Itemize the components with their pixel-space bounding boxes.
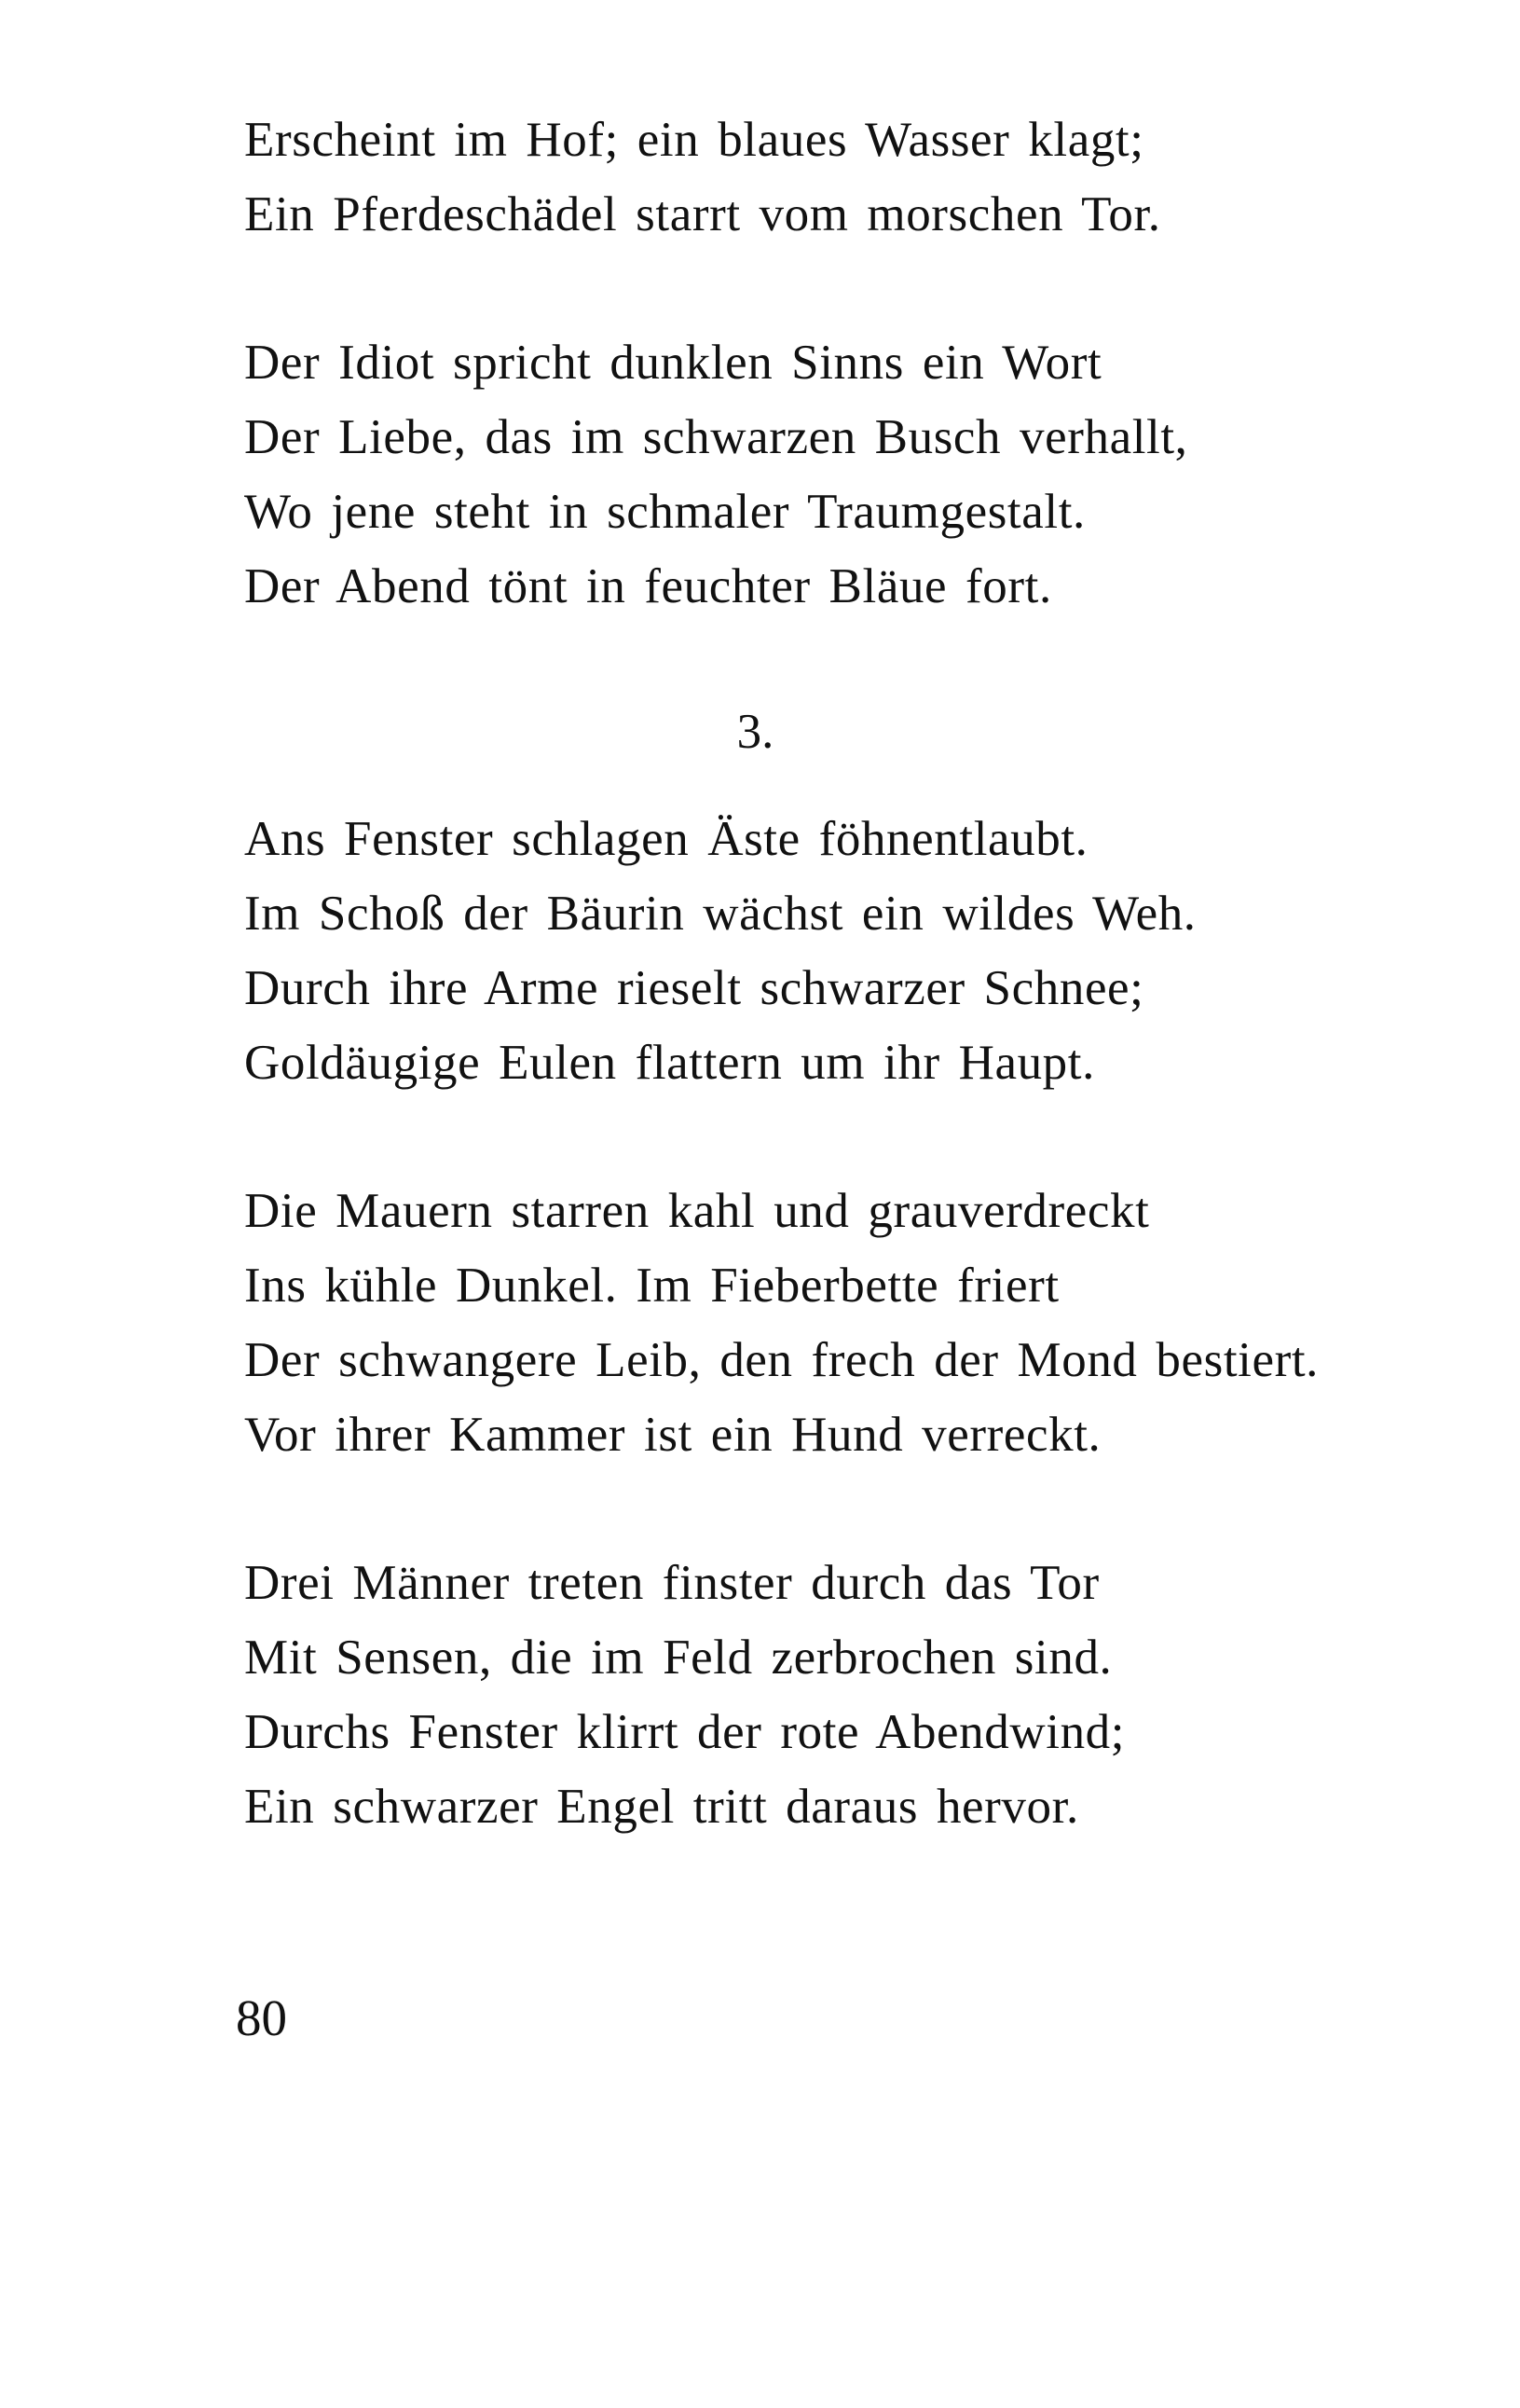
verse-line: Ans Fenster schlagen Äste föhnentlaubt.: [244, 812, 1089, 866]
verse-line: Durchs Fenster klirrt der rote Abendwind;: [244, 1705, 1126, 1759]
verse-line: Im Schoß der Bäurin wächst ein wildes Weh.: [244, 887, 1197, 941]
stanza: [244, 802, 1456, 1100]
verse-line: Der schwangere Leib, den frech der Mond bestiert.: [244, 1333, 1320, 1387]
verse-line: Der Liebe, das im schwarzen Busch verhallt,: [244, 410, 1188, 464]
stanza-gap: [244, 252, 1409, 325]
verse-line: Der Abend tönt in feuchter Bläue fort.: [244, 559, 1052, 613]
stanza: [244, 1546, 1456, 1844]
verse-line: Vor ihrer Kammer ist ein Hund verreckt.: [244, 1408, 1102, 1462]
section-number: [0, 695, 1520, 769]
stanza: [244, 103, 1409, 252]
verse-line: Durch ihre Arme rieselt schwarzer Schnee;: [244, 961, 1144, 1015]
section-number-text: 3.: [736, 705, 774, 759]
verse-line: Ins kühle Dunkel. Im Fieberbette friert: [244, 1259, 1060, 1313]
stanza: [244, 1174, 1456, 1472]
verse-line: Mit Sensen, die im Feld zerbrochen sind.: [244, 1631, 1113, 1685]
page-number: 80: [236, 1989, 287, 2046]
verse-line: Der Idiot spricht dunklen Sinns ein Wort: [244, 336, 1102, 390]
verse-line: Ein schwarzer Engel tritt daraus hervor.: [244, 1780, 1079, 1834]
poem-section-2-ending: [244, 103, 1409, 624]
verse-line: Wo jene steht in schmaler Traumgestalt.: [244, 485, 1086, 539]
stanza-gap: [244, 1472, 1456, 1546]
verse-line: Goldäugige Eulen flattern um ihr Haupt.: [244, 1036, 1095, 1090]
verse-line: Drei Männer treten finster durch das Tor: [244, 1556, 1100, 1610]
verse-line: Erscheint im Hof; ein blaues Wasser klagt;: [244, 113, 1144, 167]
verse-line: Ein Pferdeschädel starrt vom morschen Tor.: [244, 187, 1161, 241]
stanza-gap: [244, 1100, 1456, 1174]
stanza: [244, 325, 1409, 624]
verse-line: Die Mauern starren kahl und grauverdreckt: [244, 1184, 1150, 1238]
poem-section-3: [244, 802, 1456, 1844]
